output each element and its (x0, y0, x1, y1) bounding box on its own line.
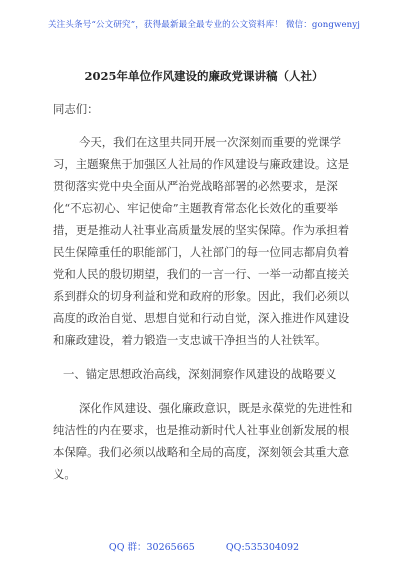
greeting: 同志们： (53, 102, 99, 116)
document-body (53, 98, 359, 485)
footer-qq-contact: QQ:535304092 (225, 542, 300, 553)
footer (0, 539, 408, 553)
section-heading: 一、锚定思想政治高线，深刻洞察作风建设的战略要义 (63, 367, 337, 381)
footer-qq-group: QQ 群：30265665 (108, 542, 195, 553)
paragraph-intro: 今天，我们在这里共同开展一次深刻而重要的党课学习，主题聚焦于加强区人社局的作风建设与廉政建设。这是贯彻落实党中央全面从严治党战略部署的必然要求，是深化“不忘初心、牢记使命”主题教育常态化长效化的重要举措，更是推动人社事业高质量发展的坚实保障。作为承担着民生保障重任的职能部门，人社部门的每一位同志都肩负着党和人民的殷切期望，我们的一言一行、一举一动都直接关系到群众的切身利益和党和政府的形象。因此，我们必须以高度的政治自觉、思想自觉和行动自觉，深入推进作风建设和廉政建设，着力锻造一支忠诚干净担当的人社铁军。 (53, 135, 350, 347)
paragraph-section-one: 深化作风建设、强化廉政意识，既是永葆党的先进性和纯洁性的内在要求，也是推动新时代人社事业创新发展的根本保障。我们必须以战略和全局的高度，深刻领会其重大意义。 (53, 401, 353, 481)
header-banner: 关注头条号“公文研究”，获得最新最全最专业的公文资料库！ 微信：gongwenyj (47, 20, 361, 30)
document-title: 2025年单位作风建设的廉政党课讲稿（人社） (84, 69, 324, 83)
